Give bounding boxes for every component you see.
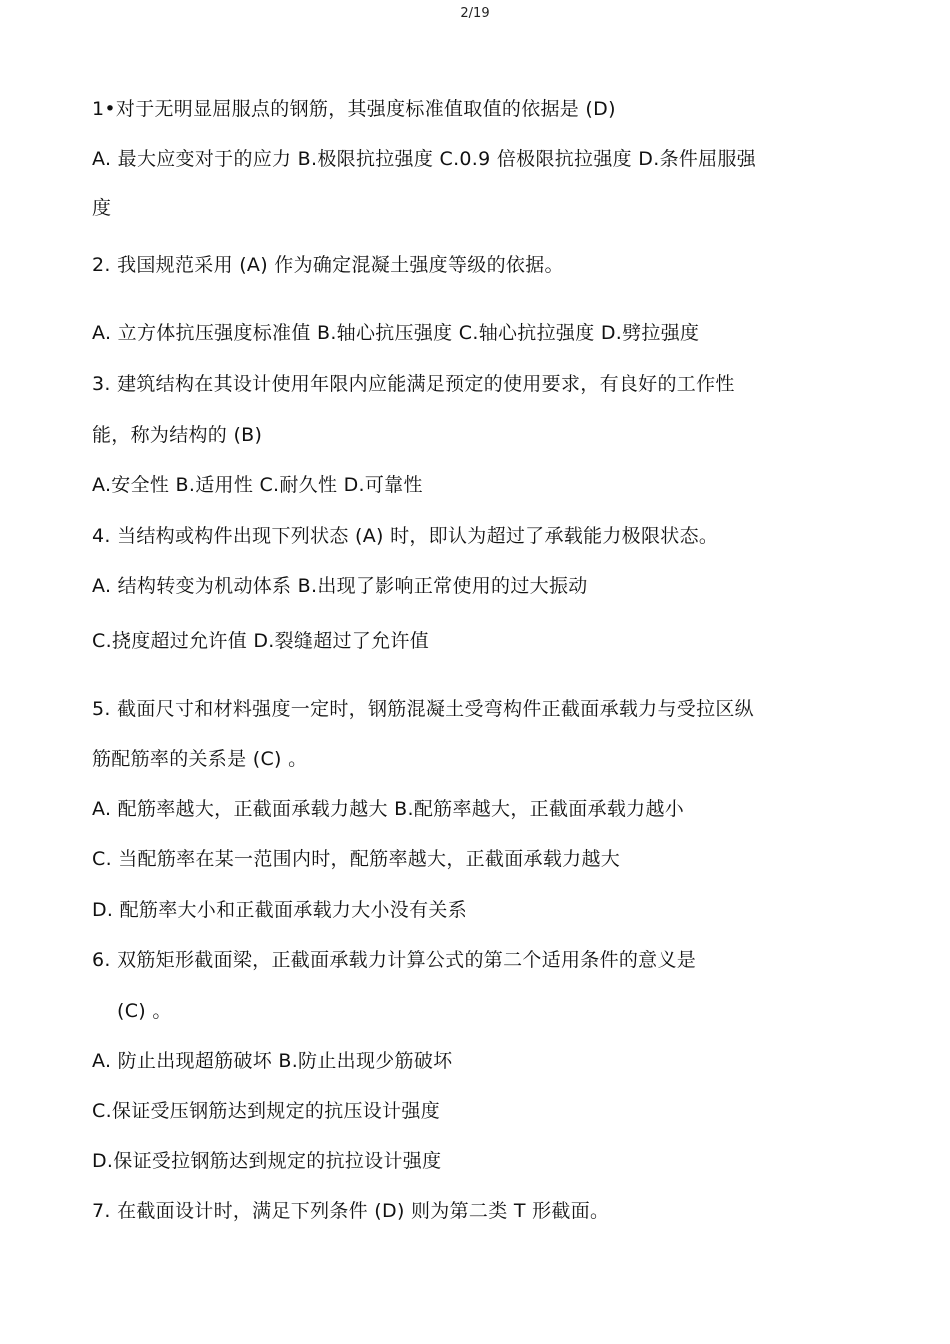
question-5-stem-continued: 筋配筋率的关系是 (C) 。 [92, 748, 308, 770]
question-5-stem: 5. 截面尺寸和材料强度一定时，钢筋混凝土受弯构件正截面承载力与受拉区纵 [92, 698, 754, 720]
question-6-options-ab: A. 防止出现超筋破坏 B.防止出现少筋破坏 [92, 1050, 453, 1072]
question-5-option-d: D. 配筋率大小和正截面承载力大小没有关系 [92, 899, 468, 921]
question-3-options: A.安全性 B.适用性 C.耐久性 D.可靠性 [92, 474, 423, 496]
question-3-stem: 3. 建筑结构在其设计使用年限内应能满足预定的使用要求，有良好的工作性 [92, 373, 735, 395]
question-5-options-ab: A. 配筋率越大，正截面承载力越大 B.配筋率越大，正截面承载力越小 [92, 798, 685, 820]
question-6-option-c: C.保证受压钢筋达到规定的抗压设计强度 [92, 1100, 441, 1122]
question-2-options: A. 立方体抗压强度标准值 B.轴心抗压强度 C.轴心抗拉强度 D.劈拉强度 [92, 322, 700, 344]
question-6-option-d: D.保证受拉钢筋达到规定的抗拉设计强度 [92, 1150, 442, 1172]
question-7-stem: 7. 在截面设计时，满足下列条件 (D) 则为第二类 T 形截面。 [92, 1200, 610, 1222]
question-4-stem: 4. 当结构或构件出现下列状态 (A) 时，即认为超过了承载能力极限状态。 [92, 525, 719, 547]
question-2-stem: 2. 我国规范采用 (A) 作为确定混凝土强度等级的依据。 [92, 254, 564, 276]
question-5-option-c: C. 当配筋率在某一范围内时，配筋率越大，正截面承载力越大 [92, 848, 621, 870]
question-1-options: A. 最大应变对于的应力 B.极限抗拉强度 C.0.9 倍极限抗拉强度 D.条件屈服强 [92, 148, 757, 170]
question-1-stem: 1•对于无明显屈服点的钢筋，其强度标准值取值的依据是 (D) [92, 98, 616, 120]
question-6-answer: (C) 。 [117, 1000, 172, 1022]
question-4-options-ab: A. 结构转变为机动体系 B.出现了影响正常使用的过大振动 [92, 575, 588, 597]
page-number: 2/19 [460, 6, 490, 21]
question-4-options-cd: C.挠度超过允许值 D.裂缝超过了允许值 [92, 630, 430, 652]
question-6-stem: 6. 双筋矩形截面梁，正截面承载力计算公式的第二个适用条件的意义是 [92, 949, 697, 971]
question-1-options-continued: 度 [92, 197, 112, 219]
question-3-stem-continued: 能，称为结构的 (B) [92, 424, 263, 446]
